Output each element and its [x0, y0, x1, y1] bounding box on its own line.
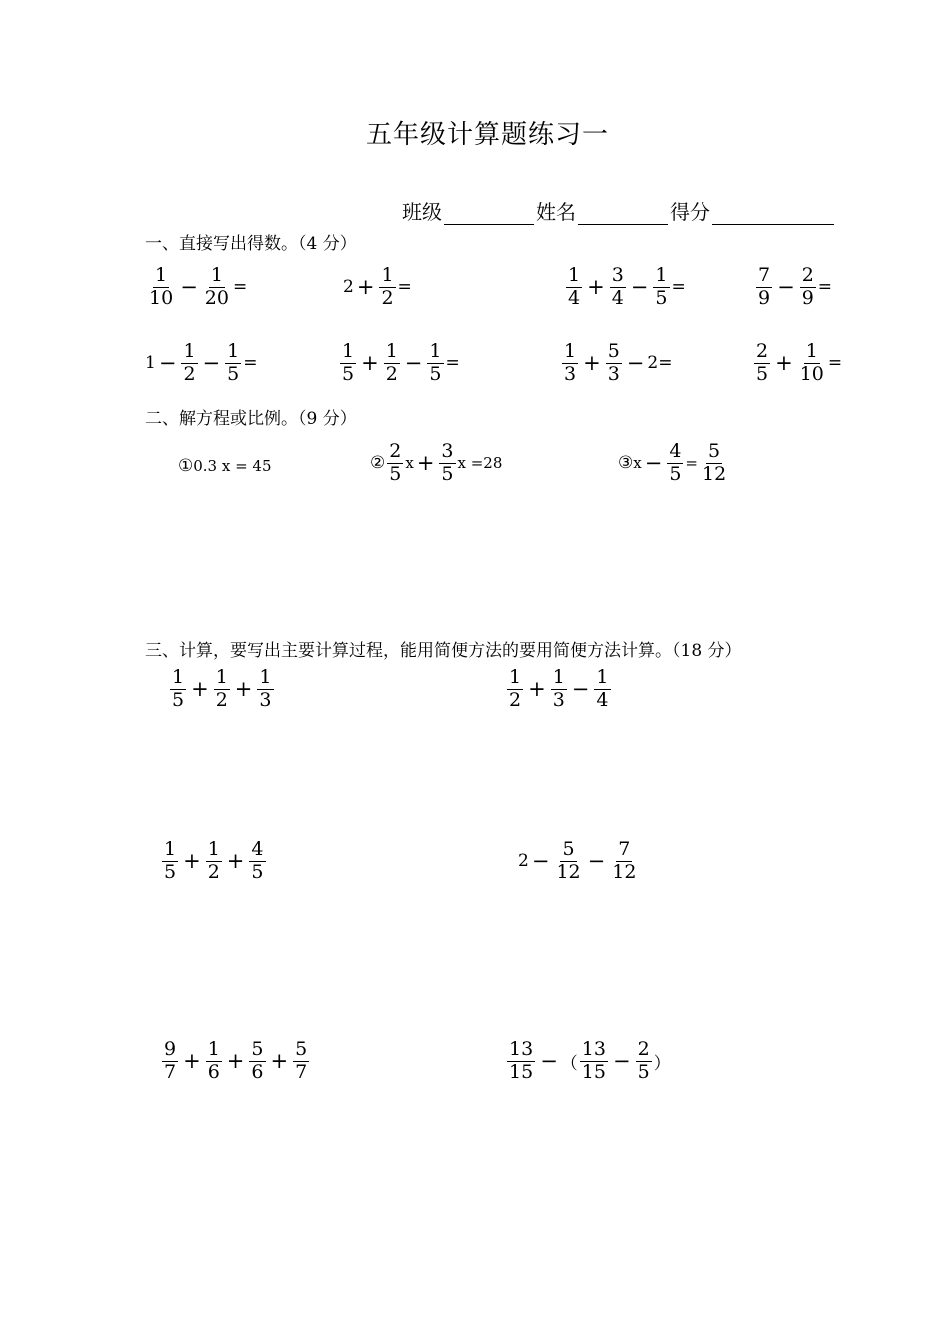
- calc-2: [505, 668, 613, 711]
- expr-text: ）: [653, 1053, 671, 1074]
- numerator: 1: [805, 340, 818, 362]
- numerator: 1: [596, 666, 609, 688]
- operator: +: [416, 451, 435, 476]
- operator: +: [191, 677, 209, 702]
- fraction: [754, 342, 770, 385]
- operator: +: [183, 849, 201, 874]
- numerator: 3: [441, 440, 454, 462]
- expr-text: =: [397, 277, 412, 298]
- denominator: 10: [799, 362, 824, 385]
- denominator: 3: [607, 362, 620, 385]
- denominator: 2: [183, 362, 196, 385]
- class-label: 班级: [402, 200, 442, 224]
- fraction: [206, 840, 222, 883]
- problem-6: [338, 342, 460, 385]
- denominator: 15: [581, 1060, 606, 1083]
- expr-text: ③: [618, 453, 634, 474]
- operator: −: [630, 275, 649, 300]
- numerator: 1: [210, 264, 223, 286]
- class-blank[interactable]: [444, 200, 534, 225]
- denominator: 5: [655, 286, 668, 309]
- fraction: [507, 1040, 535, 1083]
- equation-1: [178, 456, 272, 476]
- numerator: 2: [389, 440, 402, 462]
- fraction: [580, 1040, 608, 1083]
- numerator: 1: [381, 264, 394, 286]
- numerator: 7: [758, 264, 771, 286]
- denominator: 5: [669, 462, 682, 485]
- denominator: 9: [758, 286, 771, 309]
- fraction: [606, 342, 622, 385]
- fraction: [798, 342, 826, 385]
- operator: +: [528, 677, 546, 702]
- denominator: 12: [556, 860, 581, 883]
- denominator: 12: [702, 462, 727, 485]
- name-label: 姓名: [536, 200, 576, 224]
- calc-5: [160, 1040, 311, 1083]
- denominator: 5: [342, 362, 355, 385]
- denominator: 2: [385, 362, 398, 385]
- operator: +: [226, 849, 245, 874]
- score-blank[interactable]: [712, 200, 834, 225]
- fraction: [162, 840, 178, 883]
- fraction: [147, 266, 175, 309]
- expr-text: （: [560, 1053, 578, 1074]
- fraction: [566, 266, 582, 309]
- denominator: 5: [251, 860, 264, 883]
- expr-text: x: [405, 454, 414, 473]
- denominator: 12: [612, 860, 637, 883]
- operator: +: [234, 677, 253, 702]
- fraction: [249, 840, 265, 883]
- numerator: 5: [562, 838, 575, 860]
- fraction: [667, 442, 683, 485]
- fraction: [562, 342, 578, 385]
- numerator: 5: [295, 1038, 308, 1060]
- numerator: 1: [164, 838, 177, 860]
- numerator: 1: [564, 340, 577, 362]
- numerator: 1: [172, 666, 185, 688]
- fraction: [439, 442, 455, 485]
- denominator: 2: [215, 688, 228, 711]
- numerator: 1: [429, 340, 442, 362]
- expr-text: =: [685, 454, 698, 473]
- operator: +: [775, 351, 793, 376]
- numerator: 1: [183, 340, 196, 362]
- numerator: 13: [581, 1038, 606, 1060]
- fraction: [225, 342, 241, 385]
- denominator: 6: [251, 1060, 264, 1083]
- denominator: 5: [637, 1060, 650, 1083]
- problem-4: [754, 266, 832, 309]
- denominator: 7: [164, 1060, 177, 1083]
- numerator: 1: [207, 838, 220, 860]
- fraction: [257, 668, 273, 711]
- name-blank[interactable]: [578, 200, 668, 225]
- denominator: 2: [509, 688, 522, 711]
- numerator: 5: [251, 1038, 264, 1060]
- equation-3: [618, 442, 730, 485]
- fraction: [181, 342, 197, 385]
- operator: −: [626, 351, 645, 376]
- operator: +: [270, 1049, 289, 1074]
- expr-text: 0.3 x = 45: [193, 457, 272, 475]
- operator: +: [183, 1049, 201, 1074]
- problem-8: [752, 342, 842, 385]
- denominator: 2: [207, 860, 220, 883]
- fraction: [427, 342, 443, 385]
- expr-text: ②: [370, 453, 386, 474]
- student-info-row: [402, 196, 836, 225]
- calc-3: [160, 840, 268, 883]
- fraction: [384, 342, 400, 385]
- denominator: 5: [756, 362, 769, 385]
- numerator: 1: [509, 666, 522, 688]
- expr-text: 2: [518, 851, 529, 872]
- operator: −: [777, 275, 795, 300]
- fraction: [756, 266, 772, 309]
- operator: +: [361, 351, 379, 376]
- fraction: [293, 1040, 309, 1083]
- problem-7: [560, 342, 672, 385]
- fraction: [170, 668, 186, 711]
- fraction: [800, 266, 816, 309]
- operator: −: [571, 677, 590, 702]
- section-2-heading: 二、解方程或比例。（9 分）: [145, 409, 357, 429]
- numerator: 1: [568, 264, 581, 286]
- worksheet-title: 五年级计算题练习一: [366, 120, 610, 150]
- numerator: 1: [552, 666, 565, 688]
- expr-text: =: [232, 277, 248, 298]
- fraction: [610, 840, 638, 883]
- denominator: 15: [509, 1060, 534, 1083]
- section-3-heading: 三、计算，要写出主要计算过程，能用简便方法的要用简便方法计算。（18 分）: [145, 641, 742, 661]
- problem-1: [145, 266, 247, 309]
- expr-text: 2=: [647, 353, 673, 374]
- fraction: [594, 668, 610, 711]
- denominator: 10: [149, 286, 174, 309]
- denominator: 3: [564, 362, 577, 385]
- numerator: 1: [155, 264, 168, 286]
- numerator: 5: [708, 440, 721, 462]
- fraction: [610, 266, 626, 309]
- fraction: [387, 442, 403, 485]
- denominator: 3: [259, 688, 272, 711]
- equation-2: [370, 442, 502, 485]
- fraction: [379, 266, 395, 309]
- numerator: 4: [251, 838, 264, 860]
- numerator: 9: [164, 1038, 177, 1060]
- denominator: 5: [389, 462, 402, 485]
- numerator: 2: [637, 1038, 650, 1060]
- calc-6: [505, 1040, 671, 1083]
- numerator: 1: [259, 666, 272, 688]
- fraction: [653, 266, 669, 309]
- fraction: [700, 442, 728, 485]
- denominator: 4: [611, 286, 624, 309]
- problem-3: [564, 266, 686, 309]
- denominator: 3: [552, 688, 565, 711]
- denominator: 5: [227, 362, 240, 385]
- fraction: [507, 668, 523, 711]
- operator: −: [540, 1049, 558, 1074]
- expr-text: 1: [145, 353, 156, 374]
- denominator: 4: [568, 286, 581, 309]
- expr-text: =: [243, 353, 258, 374]
- denominator: 5: [164, 860, 177, 883]
- denominator: 2: [381, 286, 394, 309]
- operator: −: [644, 451, 663, 476]
- operator: −: [180, 275, 198, 300]
- denominator: 5: [429, 362, 442, 385]
- denominator: 4: [596, 688, 609, 711]
- fraction: [340, 342, 356, 385]
- operator: +: [587, 275, 605, 300]
- operator: −: [158, 351, 177, 376]
- operator: −: [612, 1049, 631, 1074]
- denominator: 5: [172, 688, 185, 711]
- section-1-heading: 一、直接写出得数。（4 分）: [145, 234, 357, 254]
- numerator: 7: [618, 838, 631, 860]
- denominator: 6: [207, 1060, 220, 1083]
- numerator: 2: [801, 264, 814, 286]
- numerator: 3: [611, 264, 624, 286]
- numerator: 1: [385, 340, 398, 362]
- fraction: [206, 1040, 222, 1083]
- fraction: [162, 1040, 178, 1083]
- operator: +: [356, 275, 375, 300]
- problem-2: [343, 266, 412, 309]
- denominator: 7: [295, 1060, 308, 1083]
- fraction: [636, 1040, 652, 1083]
- numerator: 5: [607, 340, 620, 362]
- operator: −: [587, 849, 606, 874]
- expr-text: 2: [343, 277, 354, 298]
- numerator: 1: [342, 340, 355, 362]
- denominator: 9: [801, 286, 814, 309]
- operator: +: [583, 351, 601, 376]
- fraction: [551, 668, 567, 711]
- numerator: 4: [669, 440, 682, 462]
- fraction: [554, 840, 582, 883]
- denominator: 20: [204, 286, 229, 309]
- numerator: 1: [655, 264, 668, 286]
- calc-1: [168, 668, 276, 711]
- numerator: 13: [509, 1038, 534, 1060]
- expr-text: x =28: [457, 454, 503, 473]
- expr-text: x: [633, 454, 642, 473]
- operator: −: [531, 849, 550, 874]
- numerator: 2: [756, 340, 769, 362]
- numerator: 1: [215, 666, 228, 688]
- operator: −: [404, 351, 423, 376]
- fraction: [214, 668, 230, 711]
- expr-text: ①: [178, 456, 194, 476]
- operator: −: [202, 351, 221, 376]
- expr-text: =: [671, 277, 686, 298]
- calc-4: [518, 840, 640, 883]
- expr-text: =: [827, 353, 843, 374]
- expr-text: =: [445, 353, 460, 374]
- fraction: [249, 1040, 265, 1083]
- problem-5: [145, 342, 257, 385]
- numerator: 1: [227, 340, 240, 362]
- denominator: 5: [441, 462, 454, 485]
- numerator: 1: [207, 1038, 220, 1060]
- score-label: 得分: [670, 200, 710, 224]
- operator: +: [226, 1049, 245, 1074]
- fraction: [203, 266, 231, 309]
- expr-text: =: [817, 277, 833, 298]
